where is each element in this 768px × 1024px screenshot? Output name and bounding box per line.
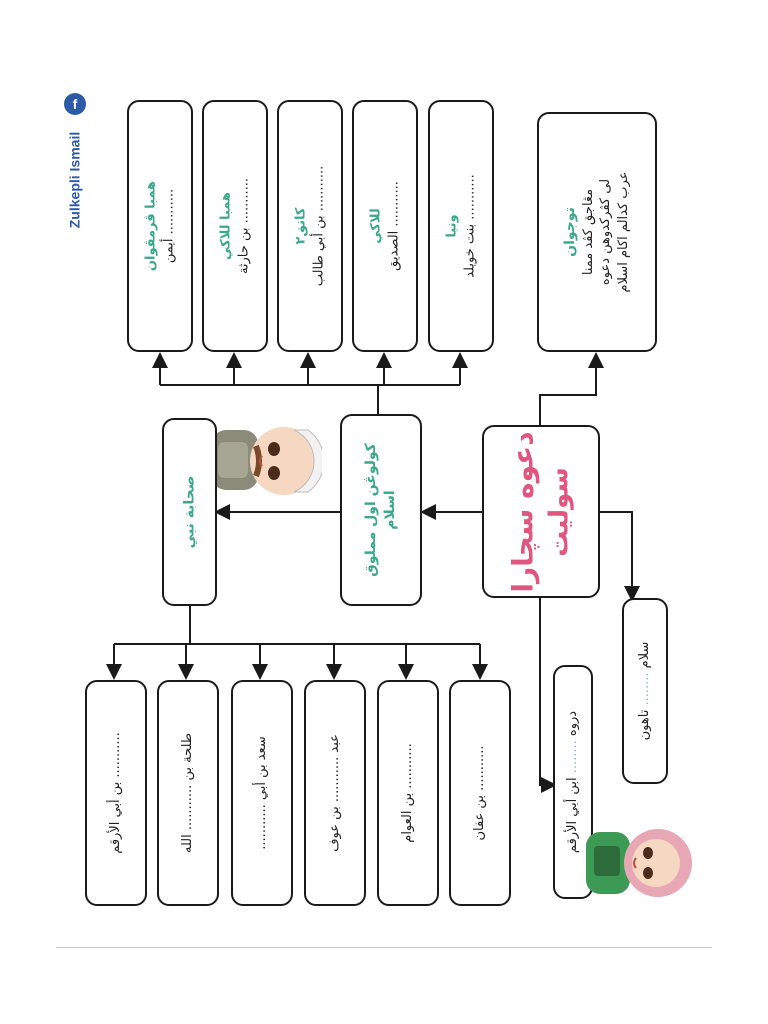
companion-box-6 bbox=[85, 680, 147, 906]
objective-box bbox=[537, 112, 657, 352]
believer-line-2: ........... الصديق bbox=[386, 181, 401, 271]
objective-line-3: عرب كدالم اكام اسلام bbox=[616, 171, 632, 293]
center-title-box bbox=[482, 425, 600, 598]
svg-text:f: f bbox=[72, 96, 78, 112]
companion-box-5 bbox=[157, 680, 219, 906]
peace-post: تاهون bbox=[637, 709, 653, 741]
believer-box-3 bbox=[277, 100, 343, 352]
believer-box-4 bbox=[202, 100, 268, 352]
house-text: دروه ........ ابن أبي الأرقم bbox=[565, 710, 581, 854]
peace-box bbox=[622, 598, 668, 784]
believer-title-4: همبا للاكي bbox=[218, 192, 234, 260]
believer-title-2: للاكي bbox=[368, 208, 384, 244]
companions-box bbox=[162, 418, 217, 606]
objective-line-1: مڠاجق كڤد ممنا bbox=[581, 188, 597, 276]
believer-box-5 bbox=[127, 100, 193, 352]
girl-character-image bbox=[586, 820, 696, 906]
house-pre: دروه bbox=[565, 710, 581, 737]
companion-line-3: عبد ........... بن عوف bbox=[327, 734, 343, 852]
footer-divider bbox=[56, 947, 712, 948]
brand-name: Zulkepli Ismail bbox=[66, 131, 83, 229]
peace-pre: سلام bbox=[637, 641, 653, 669]
believer-box-2 bbox=[352, 100, 418, 352]
objective-line-2: لى كڤركدوهن دعوه bbox=[598, 178, 614, 286]
first-believers-box bbox=[340, 414, 422, 606]
first-believers-label: كولوڠن اول مملوق اسلام bbox=[363, 443, 398, 577]
believer-title-5: همبا ڤرمڤوان bbox=[143, 180, 159, 272]
peace-text bbox=[636, 642, 654, 741]
companion-line-6: ........... بن أبي الأرقم bbox=[108, 732, 124, 854]
peace-dots: ........ bbox=[637, 672, 653, 706]
boy-character-image bbox=[212, 416, 322, 506]
companions-label: صحابة نبي bbox=[181, 475, 198, 549]
house-post: ابن أبي الأرقم bbox=[565, 777, 581, 854]
center-subtitle: سوليت bbox=[544, 466, 575, 557]
believer-line-5: ........... أيمن bbox=[161, 188, 176, 264]
companion-box-1 bbox=[449, 680, 511, 906]
companion-line-2: ........... بن العوام bbox=[400, 743, 416, 843]
companion-line-4: سعد بن أبي ........... bbox=[254, 736, 270, 850]
companion-line-1: ........... بن عفان bbox=[472, 745, 488, 841]
companion-box-4 bbox=[231, 680, 293, 906]
believer-line-3: ........... بن أبي طالب bbox=[311, 165, 326, 287]
companion-box-3 bbox=[304, 680, 366, 906]
companion-box-2 bbox=[377, 680, 439, 906]
believer-box-1 bbox=[428, 100, 494, 352]
center-title: دعوه سچارا bbox=[506, 430, 540, 593]
objective-heading: توجوان bbox=[562, 207, 579, 257]
believer-title-1: ونيا bbox=[444, 214, 460, 238]
believer-line-1: ........... بنت خويلد bbox=[462, 174, 477, 278]
companion-line-5: طلحة بن ........... الله bbox=[180, 732, 196, 854]
believer-line-4: ........... بن حارثة bbox=[236, 177, 251, 275]
believer-title-3: كانق٢ bbox=[293, 207, 309, 245]
